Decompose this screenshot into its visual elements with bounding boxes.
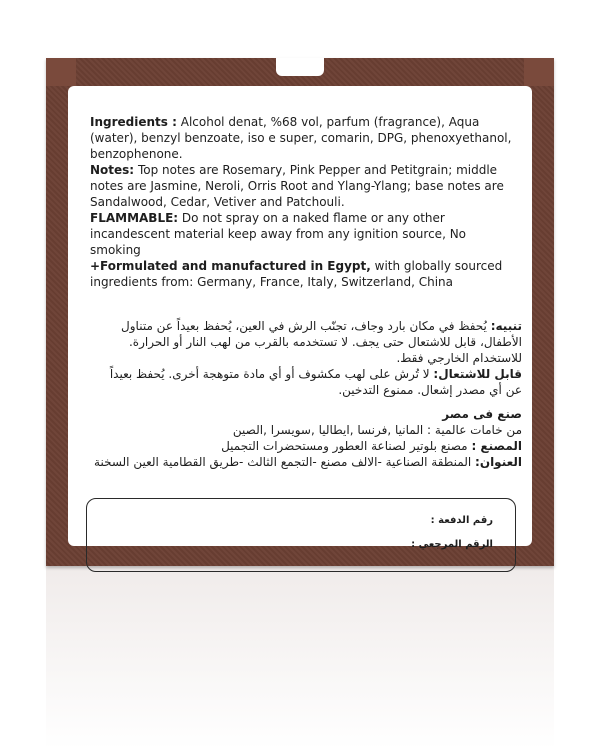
factory-title: المصنع : [471,439,522,453]
warning-title: تنبيه: [490,319,522,333]
box-reflection [46,566,554,750]
formulated-title: +Formulated and manufactured in Egypt, [90,259,371,273]
ingredients-paragraph [90,114,520,162]
warning-paragraph [90,318,522,366]
flammable-title: FLAMMABLE: [90,211,179,225]
batch-reference-box [86,498,516,572]
arabic-text-block [90,318,522,470]
flammable-text: Do not spray on a naked flame or any other incandescent material keep away from any ignition source, No smoking [90,211,467,257]
box-notch [276,58,324,76]
product-box [46,58,554,566]
factory-text: مصنع بلوتير لصناعة العطور ومستحضرات التجميل [221,439,468,453]
notes-paragraph [90,162,520,210]
reference-number-label: الرقم المرجعي : [411,539,493,550]
made-in-line [90,406,522,422]
factory-line [90,438,522,454]
english-text-block [90,114,520,290]
flammable-ar-title: قابل للاشتعال: [433,367,522,381]
warning-text: يُحفظ في مكان بارد وجاف، تجنّب الرش في العين، يُحفظ بعيداً عن متناول الأطفال، قابل للاشتعال حتى يجف. لا تستخدمه بالقرب من لهب النار أو الحرارة. للاستخدام الخارجي فقط. [121,319,522,365]
notes-text: Top notes are Rosemary, Pink Pepper and Petitgrain; middle notes are Jasmine, Neroli, Orris Root and Ylang-Ylang; base notes are Sandalwood, Cedar, Vetiver and Patchouli. [90,163,504,209]
address-title: العنوان: [475,455,522,469]
box-flap-left [46,58,76,86]
address-text: المنطقة الصناعية -الالف مصنع -التجمع الثالث -طريق القطامية العين السخنة [94,455,472,469]
product-label [68,86,532,550]
formulated-text: with globally sourced ingredients from: Germany, France, Italy, Switzerland, China [90,259,503,289]
formulated-paragraph [90,258,520,290]
flammable-paragraph [90,210,520,258]
made-in: صنع فى مصر [442,407,522,421]
materials-line: من خامات عالمية : المانيا ,فرنسا ,ايطاليا ,سويسرا ,الصين [232,423,522,437]
batch-number-label: رقم الدفعة : [430,515,493,526]
ingredients-title: Ingredients : [90,115,177,129]
notes-title: Notes: [90,163,135,177]
flammable-ar-paragraph [90,366,522,398]
address-line [90,454,522,470]
box-flap-right [524,58,554,86]
flammable-ar-text: لا تُرش على لهب مكشوف أو أي مادة متوهجة أخرى. يُحفظ بعيداً عن أي مصدر إشعال. ممنوع التدخين. [109,367,522,397]
ingredients-text: Alcohol denat, %68 vol, parfum (fragrance), Aqua (water), benzyl benzoate, iso e super, comarin, DPG, phenoxyethanol, benzophenone. [90,115,512,161]
